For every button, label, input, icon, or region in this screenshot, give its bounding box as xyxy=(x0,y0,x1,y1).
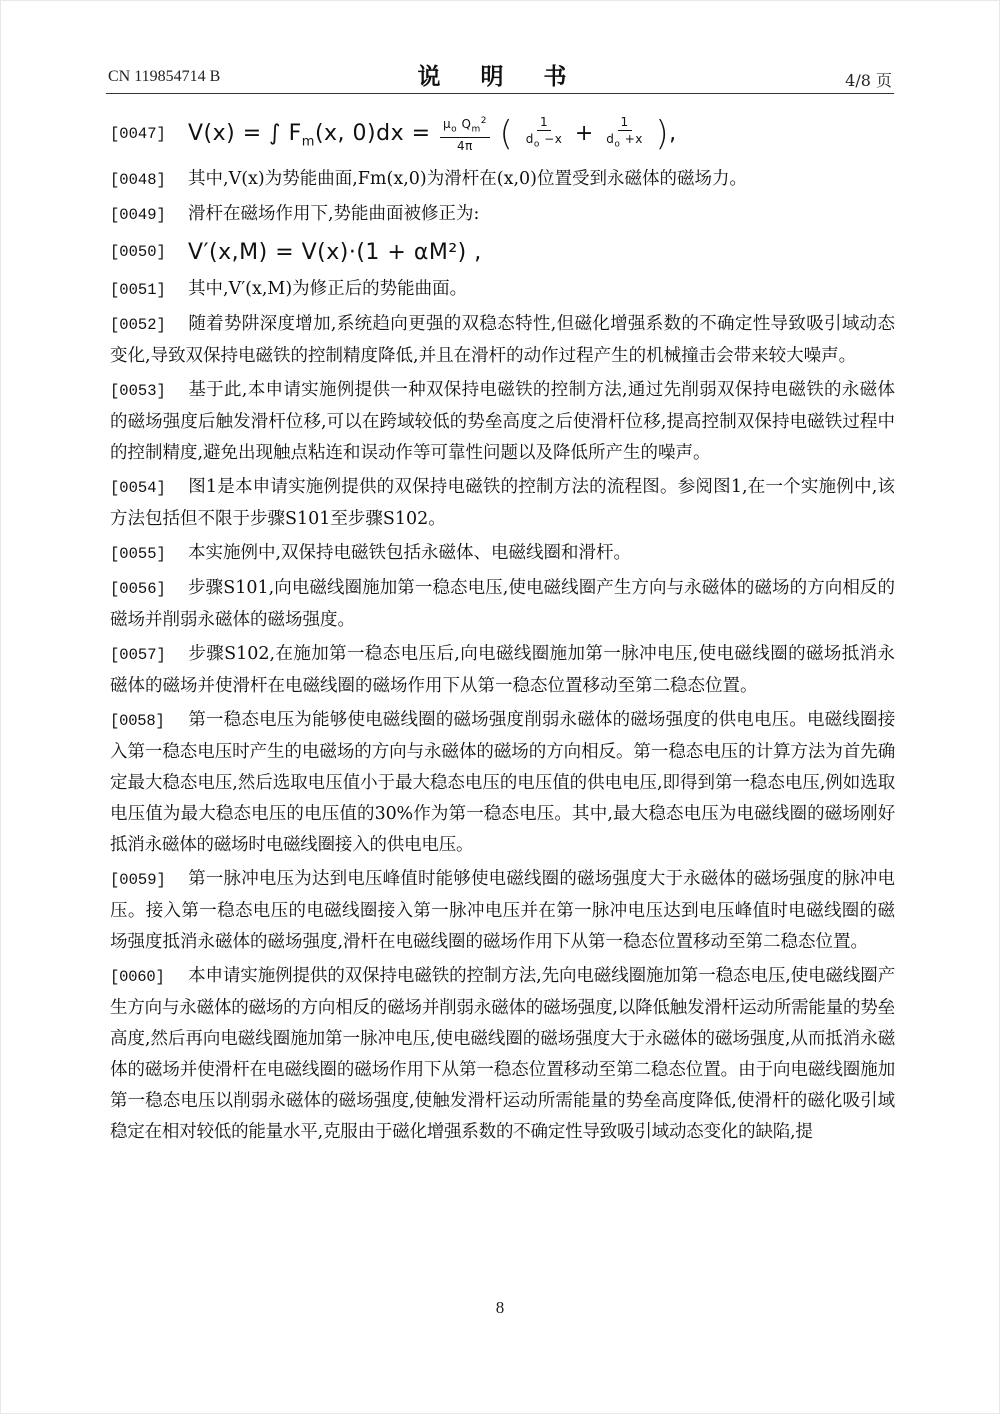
paragraph-0052 xyxy=(110,309,895,372)
page-indicator: 4/8 页 xyxy=(845,71,892,90)
paragraph-number: [0057] xyxy=(110,646,166,664)
paragraph-number: [0050] xyxy=(110,243,166,261)
paragraph-number: [0051] xyxy=(110,281,166,299)
paragraph-text: 第一脉冲电压为达到电压峰值时能够使电磁线圈的磁场强度大于永磁体的磁场强度的脉冲电压。接入第一稳态电压的电磁线圈接入第一脉冲电压并在第一脉冲电压达到电压峰值时电磁线圈的磁场强度抵消永磁体的磁场强度,滑杆在电磁线圈的磁场作用下从第一稳态位置移动至第二稳态位置。 xyxy=(110,869,895,952)
doc-number: CN 119854714 B xyxy=(108,68,221,85)
document-body xyxy=(110,108,895,1151)
paragraph-text: 步骤S101,向电磁线圈施加第一稳态电压,使电磁线圈产生方向与永磁体的磁场的方向相反的磁场并削弱永磁体的磁场强度。 xyxy=(110,578,895,630)
paragraph-text: 本实施例中,双保持电磁铁包括永磁体、电磁线圈和滑杆。 xyxy=(188,543,632,563)
formula-modified-potential: V′(x,M) = V(x)·(1 + αM²) , xyxy=(188,239,482,265)
paragraph-text: 第一稳态电压为能够使电磁线圈的磁场强度削弱永磁体的磁场强度的供电电压。电磁线圈接入第一稳态电压时产生的电磁场的方向与永磁体的磁场的方向相反。第一稳态电压的计算方法为首先确定最大稳态电压,然后选取电压值小于最大稳态电压的电压值的供电电压,即得到第一稳态电压,例如选取电压值为最大稳态电压的电压值的30%作为第一稳态电压。其中,最大稳态电压为电磁线圈的磁场刚好抵消永磁体的磁场时电磁线圈接入的供电电压。 xyxy=(110,710,895,855)
paragraph-0060 xyxy=(110,961,895,1148)
paragraph-text: 随着势阱深度增加,系统趋向更强的双稳态特性,但磁化增强系数的不确定性导致吸引域动态变化,导致双保持电磁铁的控制精度降低,并且在滑杆的动作过程产生的机械撞击会带来较大噪声。 xyxy=(110,314,895,366)
paragraph-0057 xyxy=(110,639,895,702)
paragraph-text: 步骤S102,在施加第一稳态电压后,向电磁线圈施加第一脉冲电压,使电磁线圈的磁场抵消永磁体的磁场并使滑杆在电磁线圈的磁场作用下从第一稳态位置移动至第二稳态位置。 xyxy=(110,644,895,696)
paragraph-number: [0049] xyxy=(110,206,166,224)
paragraph-number: [0054] xyxy=(110,479,166,497)
paragraph-0050 xyxy=(110,234,895,270)
paragraph-number: [0055] xyxy=(110,545,166,563)
paragraph-text: 其中,V(x)为势能曲面,Fm(x,0)为滑杆在(x,0)位置受到永磁体的磁场力。 xyxy=(188,169,747,189)
paragraph-number: [0059] xyxy=(110,871,166,889)
paragraph-number: [0052] xyxy=(110,316,166,334)
paragraph-0051 xyxy=(110,274,895,306)
paragraph-number: [0048] xyxy=(110,171,166,189)
paragraph-number: [0053] xyxy=(110,382,166,400)
paragraph-number: [0056] xyxy=(110,580,166,598)
header-rule xyxy=(106,93,894,94)
paragraph-text: 本申请实施例提供的双保持电磁铁的控制方法,先向电磁线圈施加第一稳态电压,使电磁线圈产生方向与永磁体的磁场的方向相反的磁场并削弱永磁体的磁场强度,以降低触发滑杆运动所需能量的势垒高度,然后再向电磁线圈施加第一脉冲电压,使电磁线圈的磁场强度大于永磁体的磁场强度,从而抵消永磁体的磁场并使滑杆在电磁线圈的磁场作用下从第一稳态位置移动至第二稳态位置。由于向电磁线圈施加第一稳态电压以削弱永磁体的磁场强度,使触发滑杆运动所需能量的势垒高度降低,使滑杆的磁化吸引域稳定在相对较低的能量水平,克服由于磁化增强系数的不确定性导致吸引域动态变化的缺陷,提 xyxy=(110,966,895,1142)
paragraph-number: [0047] xyxy=(110,125,166,143)
paragraph-0048 xyxy=(110,164,895,196)
paragraph-text: 图1是本申请实施例提供的双保持电磁铁的控制方法的流程图。参阅图1,在一个实施例中,该方法包括但不限于步骤S101至步骤S102。 xyxy=(110,477,895,529)
paragraph-number: [0060] xyxy=(110,968,165,986)
doc-title: 说 明 书 xyxy=(417,63,583,90)
paragraph-0049 xyxy=(110,199,895,231)
paragraph-0054 xyxy=(110,472,895,535)
page-number: 8 xyxy=(495,1298,505,1317)
paragraph-0053 xyxy=(110,375,895,469)
paragraph-0059 xyxy=(110,864,895,958)
paragraph-0056 xyxy=(110,573,895,636)
paragraph-number: [0058] xyxy=(110,712,165,730)
paragraph-0055 xyxy=(110,538,895,570)
formula-potential-energy: V(x) = ∫ $F_m(x$, 0)dx = $\frac{\mu_o Q_m^2}{4\pi}$ ( $\frac{1}{d_o -x}$ + $\frac{1}{d_o +x}$ ), xyxy=(188,113,677,154)
paragraph-text: 其中,V′(x,M)为修正后的势能曲面。 xyxy=(188,279,468,299)
paragraph-0058 xyxy=(110,705,895,861)
paragraph-text: 基于此,本申请实施例提供一种双保持电磁铁的控制方法,通过先削弱双保持电磁铁的永磁体的磁场强度后触发滑杆位移,可以在跨域较低的势垒高度之后使滑杆位移,提高控制双保持电磁铁过程中的控制精度,避免出现触点粘连和误动作等可靠性问题以及降低所产生的噪声。 xyxy=(110,380,895,463)
paragraph-text: 滑杆在磁场作用下,势能曲面被修正为: xyxy=(188,204,480,224)
paragraph-0047 xyxy=(110,108,895,160)
